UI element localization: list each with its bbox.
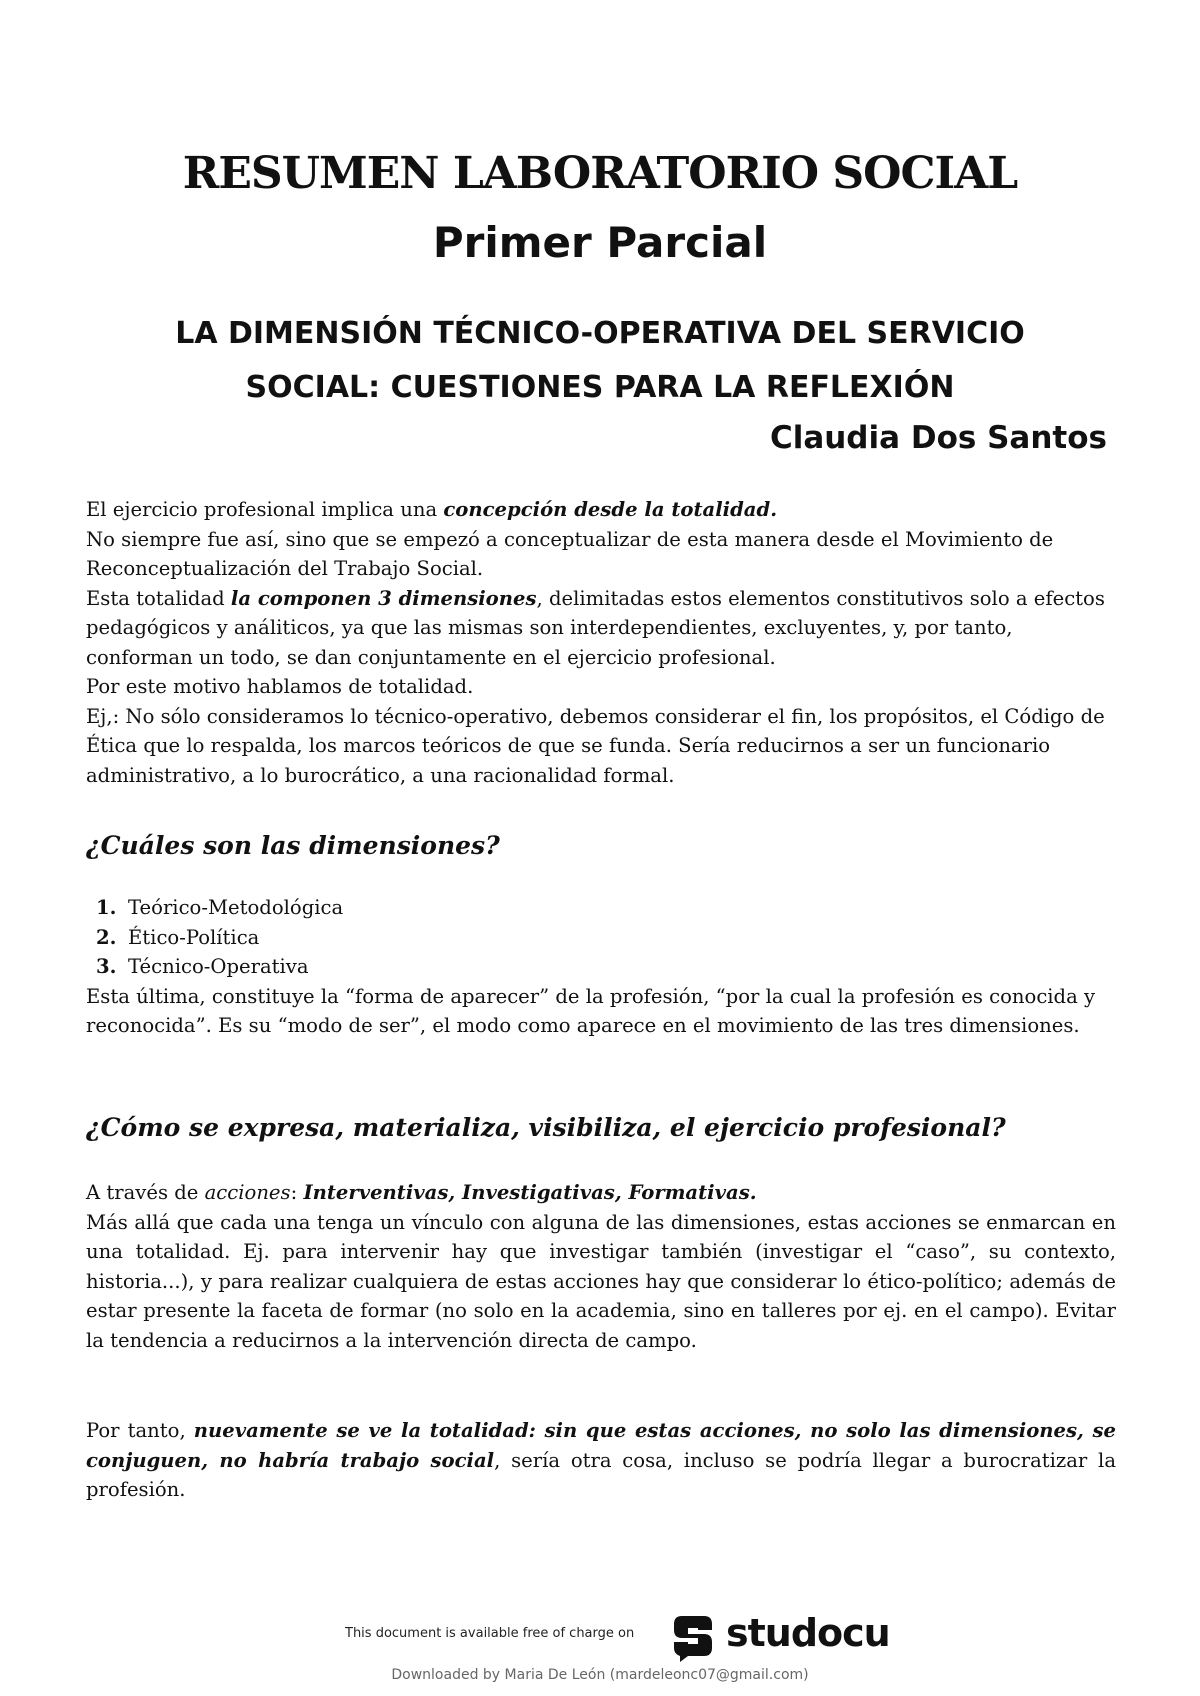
text-run: El ejercicio profesional implica una [86,498,444,521]
text-run: A través de [86,1181,205,1204]
section-heading-expresa: ¿Cómo se expresa, materializa, visibiliza, el ejercicio profesional? [86,1113,1006,1142]
conclusion-section [86,1416,1116,1505]
document-subtitle: Primer Parcial [432,218,768,267]
text-run: Por tanto, [86,1419,194,1442]
intro-paragraph-4: Por este motivo hablamos de totalidad. [86,675,474,698]
italic-text: acciones [204,1181,291,1204]
list-item-label: Técnico-Operativa [128,955,309,978]
dimensions-paragraph: Esta última, constituye la “forma de aparecer” de la profesión, “por la cual la profesión es conocida y reconocida”. Es su “modo de ser”, el modo como aparece en el movimiento de las tres dimensiones. [86,984,1096,1037]
chapter-title-line-2: SOCIAL: CUESTIONES PARA LA REFLEXIÓN [245,370,955,405]
dimensions-list [86,893,1116,982]
emphasis-text: concepción desde la totalidad. [443,498,778,521]
dimensions-section [86,893,1116,1041]
list-item-label: Ético-Política [128,925,260,949]
acciones-paragraph [86,1178,1116,1208]
intro-paragraph-3 [86,584,1116,673]
text-run: , delimitadas estos elementos constitutivos solo a efectos pedagógicos y análiticos, ya que las mismas son interdependientes, excluyentes, y, por tanto, conforman un todo, se dan conjuntamente en el ejercicio profesional. [86,586,1105,669]
author-name: Claudia Dos Santos [769,420,1107,456]
expresa-paragraph: Más allá que cada una tenga un vínculo con alguna de las dimensiones, estas acciones se enmarcan en una totalidad. Ej. para intervenir hay que investigar también (investigar el “caso”, su contexto, historia...), y para realizar cualquiera de estas acciones hay que considerar lo ético-político; además de estar presente la faceta de formar (no solo en la academia, sino en talleres por ej. en el campo). Evitar la tendencia a reducirnos a la intervención directa de campo. [86,1210,1116,1352]
list-item [86,893,1116,923]
text-run: Esta totalidad [86,586,231,610]
list-item [86,923,1116,953]
footer-download-notice: Downloaded by Maria De León (mardeleonc07@gmail.com) [391,1667,809,1683]
intro-paragraph-5: Ej,: No sólo consideramos lo técnico-operativo, debemos considerar el fin, los propósitos, el Código de Ética que lo respalda, los marcos teóricos de que se funda. Sería reducirnos a ser un funcionario administrativo, a lo burocrático, a una racionalidad formal. [86,704,1105,787]
section-heading-dimensions: ¿Cuáles son las dimensiones? [86,831,500,860]
emphasis-text: nuevamente se ve la totalidad: sin que estas acciones, no solo las dimensiones, se conjuguen, no habría trabajo social [86,1419,1116,1472]
expresa-section [86,1178,1116,1355]
conclusion-paragraph [86,1416,1116,1505]
emphasis-text: la componen 3 dimensiones [230,586,537,610]
intro-paragraph-1 [86,495,1116,525]
document-title: RESUMEN LABORATORIO SOCIAL [182,148,1018,199]
footer-availability-text: This document is available free of charge on [345,1626,635,1641]
studocu-logo-icon[interactable] [668,1610,720,1662]
list-number: 3. [96,955,117,978]
studocu-brand-name[interactable]: studocu [726,1611,890,1655]
list-number: 1. [96,896,117,919]
text-run: , sería otra cosa, incluso se podría llegar a burocratizar la profesión. [86,1448,1116,1501]
emphasis-text: Interventivas, Investigativas, Formativas. [303,1181,757,1204]
text-run: : [290,1181,304,1204]
list-item [86,952,1116,982]
chapter-title-line-1: LA DIMENSIÓN TÉCNICO-OPERATIVA DEL SERVICIO [175,316,1025,351]
intro-paragraph-2: No siempre fue así, sino que se empezó a conceptualizar de esta manera desde el Movimiento de Reconceptualización del Trabajo Social. [86,527,1054,580]
intro-section [86,495,1116,790]
list-item-label: Teórico-Metodológica [128,896,344,919]
list-number: 2. [96,925,117,949]
